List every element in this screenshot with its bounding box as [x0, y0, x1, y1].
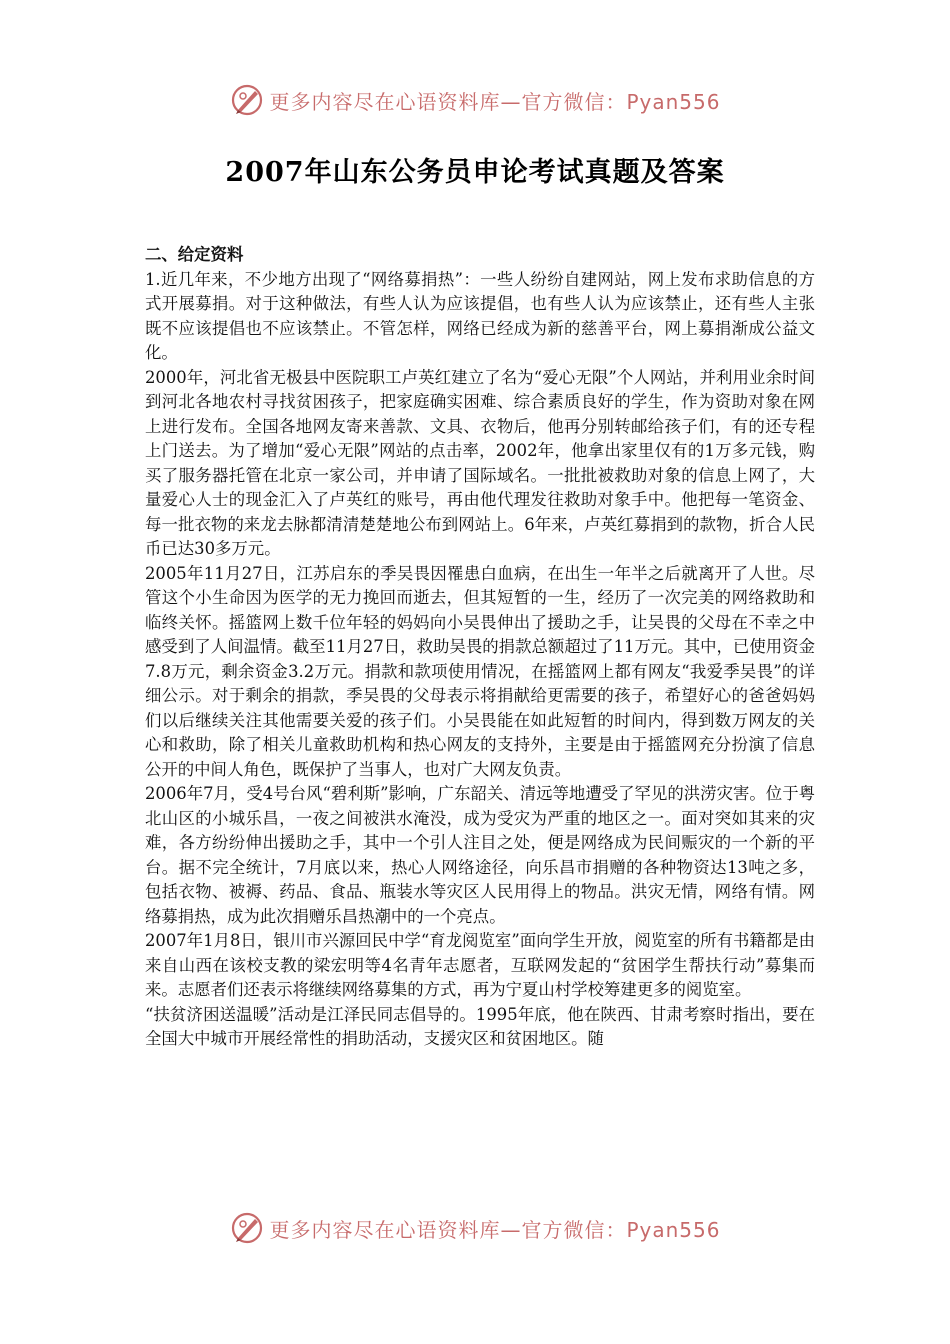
section-heading: 二、给定资料: [145, 245, 244, 264]
header-banner-text: 更多内容尽在心语资料库—官方微信：Pyan556: [269, 89, 721, 114]
paragraph: “扶贫济困送温暖”活动是江泽民同志倡导的。1995年底，他在陕西、甘肃考察时指出，要在全国大中城市开展经常性的捐助活动，支援灾区和贫困地区。随: [145, 1004, 815, 1048]
header-banner: [0, 80, 950, 120]
page-title: 2007年山东公务员申论考试真题及答案: [225, 157, 725, 188]
paragraph: 2007年1月8日，银川市兴源回民中学“育龙阅览室”面向学生开放，阅览室的所有书籍都是由来自山西在该校支教的梁宏明等4名青年志愿者，互联网发起的“贫困学生帮扶行动”募集而来。志愿者们还表示将继续网络募集的方式，再为宁夏山村学校筹建更多的阅览室。: [145, 931, 815, 999]
footer-banner: [0, 1208, 950, 1248]
paragraph: 2006年7月，受4号台风“碧利斯”影响，广东韶关、清远等地遭受了罕见的洪涝灾害。位于粤北山区的小城乐昌，一夜之间被洪水淹没，成为受灾为严重的地区之一。面对突如其来的灾难，各方纷纷伸出援助之手，其中一个引人注目之处，便是网络成为民间赈灾的一个新的平台。据不完全统计，7月底以来，热心人网络途径，向乐昌市捐赠的各种物资达13吨之多，包括衣物、被褥、药品、食品、瓶装水等灾区人民用得上的物品。洪灾无情，网络有情。网络募捐热，成为此次捐赠乐昌热潮中的一个亮点。: [145, 784, 815, 926]
paragraph: 1.近几年来，不少地方出现了“网络募捐热”：一些人纷纷自建网站，网上发布求助信息的方式开展募捐。对于这种做法，有些人认为应该提倡，也有些人认为应该禁止，还有些人主张既不应该提倡也不应该禁止。不管怎样，网络已经成为新的慈善平台，网上募捐渐成公益文化。: [145, 269, 815, 362]
paragraph: 2000年，河北省无极县中医院职工卢英红建立了名为“爱心无限”个人网站，并利用业余时间到河北各地农村寻找贫困孩子，把家庭确实困难、综合素质良好的学生，作为资助对象在网上进行发布。全国各地网友寄来善款、文具、衣物后，他再分别转邮给孩子们，有的还专程上门送去。为了增加“爱心无限”网站的点击率，2002年，他拿出家里仅有的1万多元钱，购买了服务器托管在北京一家公司，并申请了国际域名。一批批被救助对象的信息上网了，大量爱心人士的现金汇入了卢英红的账号，再由他代理发往救助对象手中。他把每一笔资金、每一批衣物的来龙去脉都清清楚楚地公布到网站上。6年来，卢英红募捐到的款物，折合人民币已达30多万元。: [145, 367, 815, 558]
document-body: [145, 243, 815, 1052]
pen-logo-icon: [229, 1210, 265, 1246]
footer-banner-text: 更多内容尽在心语资料库—官方微信：Pyan556: [269, 1217, 721, 1242]
pen-logo-icon: [229, 82, 265, 118]
paragraph: 2005年11月27日，江苏启东的季吴畏因罹患白血病，在出生一年半之后就离开了人世。尽管这个小生命因为医学的无力挽回而逝去，但其短暂的一生，经历了一次完美的网络救助和临终关怀。摇篮网上数千位年轻的妈妈向小吴畏伸出了援助之手，让吴畏的父母在不幸之中感受到了人间温情。截至11月27日，救助吴畏的捐款总额超过了11万元。其中，已使用资金7.8万元，剩余资金3.2万元。捐款和款项使用情况，在摇篮网上都有网友“我爱季吴畏”的详细公示。对于剩余的捐款，季吴畏的父母表示将捐献给更需要的孩子，希望好心的爸爸妈妈们以后继续关注其他需要关爱的孩子们。小吴畏能在如此短暂的时间内，得到数万网友的关心和救助，除了相关儿童救助机构和热心网友的支持外，主要是由于摇篮网充分扮演了信息公开的中间人角色，既保护了当事人，也对广大网友负责。: [145, 563, 815, 779]
